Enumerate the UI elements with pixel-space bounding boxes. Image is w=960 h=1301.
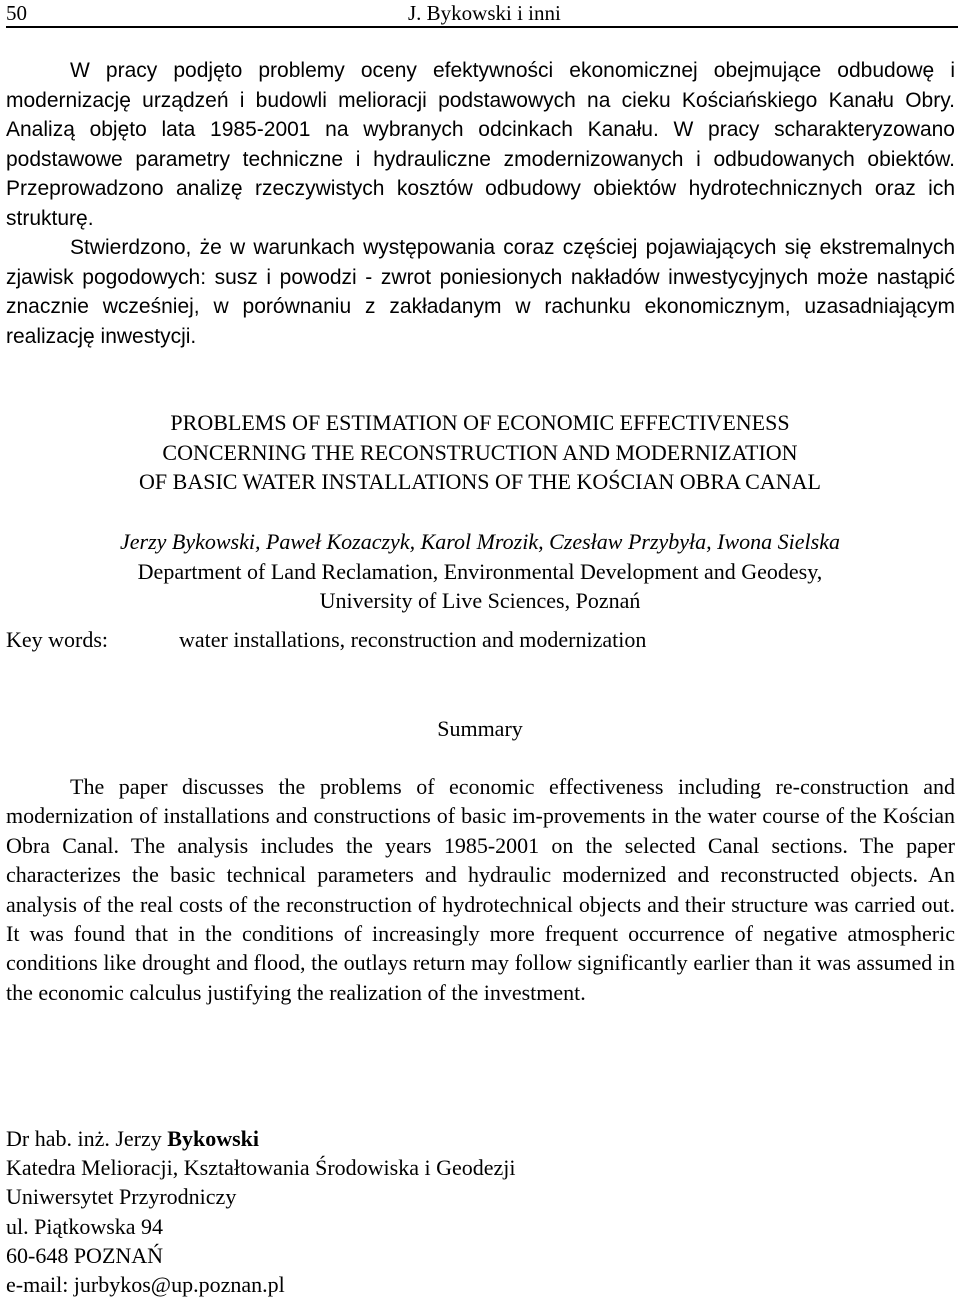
author-university: University of Live Sciences, Poznań [319, 588, 641, 613]
running-head: J. Bykowski i inni [408, 1, 561, 25]
summary [6, 772, 955, 1007]
running-header [6, 0, 958, 28]
author-surname: Bykowski [167, 1126, 259, 1151]
summary-text: The paper discusses the problems of economic effectiveness including re-construction and modernization of installations and constructions of basic im-provements in the water course of the Kościan Obra Canal. The analysis includes the years 1985-2001 on the selected Canal sections. The paper characterizes the basic technical parameters and hydraulic modernized and reconstructed objects. An analysis of the real costs of the reconstruction of hydrotechnical objects and their structure was carried out. It was found that in the conditions of increasingly more frequent occurrence of negative atmospheric conditions like drought and flood, the outlays return may follow significantly earlier than it was assumed in the economic calculus justifying the realization of the investment. [6, 774, 955, 1005]
address-line-4: 60-648 POZNAŃ [6, 1242, 164, 1268]
keywords-label: Key words: [6, 627, 109, 652]
summary-heading: Summary [437, 716, 523, 741]
english-title [0, 408, 960, 497]
polish-abstract-paragraph-2: Stwierdzono, że w warunkach występowania coraz częściej pojawiających się ekstremalnych zjawisk pogodowych: susz i powodzi - zwrot poniesionych nakładów inwestycyjnych może nastąpić znacznie wcześniej, w porównaniu z zakładanym w rachunku ekonomicznym, uzasadniającym realizację inwestycji. [6, 236, 955, 348]
author-title-name: Dr hab. inż. Jerzy [6, 1126, 162, 1151]
polish-abstract-paragraph-1: W pracy podjęto problemy oceny efektywności ekonomicznej obejmujące odbudowę i modernizację urządzeń i budowli melioracji podstawowych na cieku Kościańskiego Kanału Obry. Analizą objęto lata 1985-2001 na wybranych odcinkach Kanału. W pracy scharakteryzowano podstawowe parametry techniczne i hydrauliczne zmodernizowanych i odbudowanych obiektów. Przeprowadzono analizę rzeczywistych kosztów odbudowy obiektów hydrotechnicznych oraz ich strukturę. [6, 59, 955, 230]
polish-abstract [6, 56, 955, 351]
correspondence-address [6, 1124, 955, 1299]
address-line-3: ul. Piątkowska 94 [6, 1213, 164, 1239]
title-line-2: CONCERNING THE RECONSTRUCTION AND MODERNIZATION [162, 439, 798, 465]
address-email: e-mail: jurbykos@up.poznan.pl [6, 1272, 285, 1298]
author-department: Department of Land Reclamation, Environmental Development and Geodesy, [137, 558, 823, 584]
authors-block [0, 527, 960, 616]
title-line-3: OF BASIC WATER INSTALLATIONS OF THE KOŚCIAN OBRA CANAL [139, 469, 821, 494]
title-line-1: PROBLEMS OF ESTIMATION OF ECONOMIC EFFECTIVENESS [170, 410, 790, 435]
page-number: 50 [6, 1, 27, 25]
address-line-1: Katedra Melioracji, Kształtowania Środowiska i Geodezji [6, 1155, 516, 1181]
address-line-2: Uniwersytet Przyrodniczy [6, 1184, 237, 1210]
author-names: Jerzy Bykowski, Paweł Kozaczyk, Karol Mrozik, Czesław Przybyła, Iwona Sielska [120, 529, 840, 554]
author-title-line [6, 1124, 955, 1153]
keywords-text: water installations, reconstruction and modernization [179, 627, 647, 652]
